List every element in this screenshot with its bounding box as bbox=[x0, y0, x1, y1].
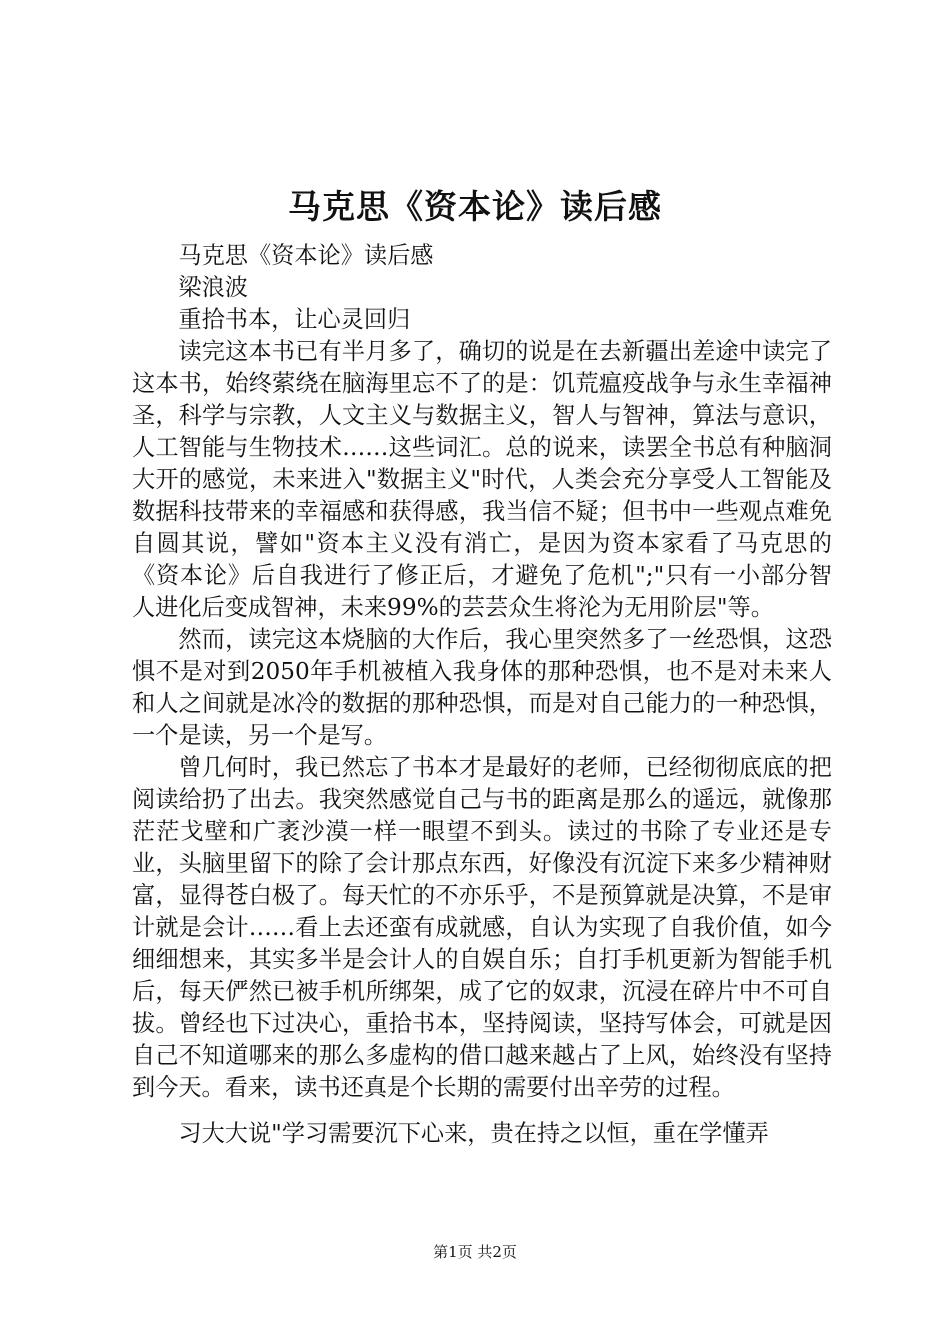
paragraph-1: 读完这本书已有半月多了，确切的说是在去新疆出差途中读完了这本书，始终萦绕在脑海里忘不了的是：饥荒瘟疫战争与永生幸福神圣，科学与宗教，人文主义与数据主义，智人与智神，算法与意识，人工智能与生物技术……这些词汇。总的说来，读罢全书总有种脑洞大开的感觉，未来进入"数据主义"时代，人类会充分享受人工智能及数据科技带来的幸福感和获得感，我当信不疑；但书中一些观点难免自圆其说，譬如"资本主义没有消亡，是因为资本家看了马克思的《资本论》后自我进行了修正后，才避免了危机";"只有一小部分智人进化后变成智神，未来99%的芸芸众生将沦为无用阶层"等。 bbox=[132, 338, 832, 621]
paragraph-2: 然而，读完这本烧脑的大作后，我心里突然多了一丝恐惧，这恐惧不是对到2050年手机被植入我身体的那种恐惧，也不是对未来人和人之间就是冰冷的数据的那种恐惧，而是对自己能力的一种恐惧，一个是读，另一个是写。 bbox=[132, 626, 832, 749]
document-title: 马克思《资本论》读后感 bbox=[288, 187, 662, 226]
paragraph-3: 曾几何时，我已然忘了书本才是最好的老师，已经彻彻底底的把阅读给扔了出去。我突然感觉自己与书的距离是那么的遥远，就像那茫茫戈壁和广袤沙漠一样一眼望不到头。读过的书除了专业还是专业，头脑里留下的除了会计那点东西，好像没有沉淀下来多少精神财富，显得苍白极了。每天忙的不亦乐乎，不是预算就是决算，不是审计就是会计……看上去还蛮有成就感，自认为实现了自我价值，如今细细想来，其实多半是会计人的自娱自乐；自打手机更新为智能手机后，每天俨然已被手机所绑架，成了它的奴隶，沉浸在碎片中不可自拔。曾经也下过决心，重拾书本，坚持阅读，坚持写体会，可就是因自己不知道哪来的那么多虚构的借口越来越占了上风，始终没有坚持到今天。看来，读书还真是个长期的需要付出辛劳的过程。 bbox=[132, 754, 832, 1101]
page-footer: 第1页 共2页 bbox=[433, 1243, 517, 1261]
document-author: 梁浪波 bbox=[178, 274, 248, 301]
document-subtitle: 马克思《资本论》读后感 bbox=[178, 242, 434, 269]
document-heading: 重拾书本，让心灵回归 bbox=[178, 306, 411, 333]
document-body bbox=[132, 240, 832, 1150]
paragraph-4: 习大大说"学习需要沉下心来，贵在持之以恒，重在学懂弄 bbox=[178, 1120, 769, 1147]
